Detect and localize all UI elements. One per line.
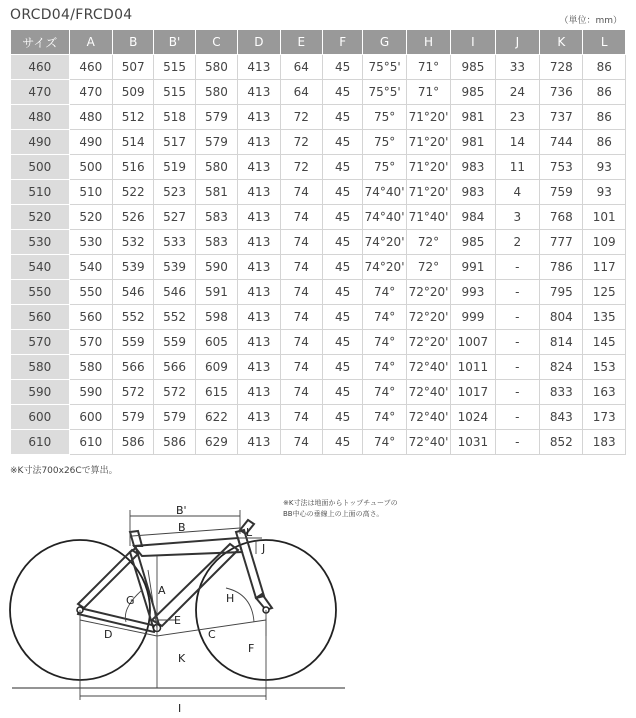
diagram-note-line-2: BB中心の垂線上の上面の高さ。 xyxy=(283,510,384,518)
table-cell: 45 xyxy=(322,55,362,80)
table-cell: 45 xyxy=(322,305,362,330)
dim-b xyxy=(132,528,240,536)
header-j: J xyxy=(495,30,539,55)
table-cell: 153 xyxy=(583,355,626,380)
table-cell: 24 xyxy=(495,80,539,105)
table-cell: 74 xyxy=(280,205,322,230)
table-cell: 530 xyxy=(69,230,112,255)
table-cell: 74 xyxy=(280,330,322,355)
size-cell: 580 xyxy=(11,355,70,380)
table-cell: 74 xyxy=(280,230,322,255)
table-cell: 622 xyxy=(195,405,237,430)
table-cell: 45 xyxy=(322,280,362,305)
label-b-prime: B' xyxy=(176,504,187,517)
table-cell: - xyxy=(495,430,539,455)
table-cell: 23 xyxy=(495,105,539,130)
table-cell: 517 xyxy=(154,130,195,155)
table-cell: 74 xyxy=(280,430,322,455)
table-cell: - xyxy=(495,280,539,305)
label-g: G xyxy=(126,594,135,607)
table-cell: 45 xyxy=(322,405,362,430)
table-cell: 579 xyxy=(195,105,237,130)
table-cell: 45 xyxy=(322,180,362,205)
table-cell: 1024 xyxy=(451,405,495,430)
table-cell: 14 xyxy=(495,130,539,155)
table-cell: 72°40' xyxy=(406,355,450,380)
table-cell: 579 xyxy=(154,405,195,430)
table-cell: 72 xyxy=(280,155,322,180)
size-cell: 540 xyxy=(11,255,70,280)
table-cell: 93 xyxy=(583,155,626,180)
size-cell: 520 xyxy=(11,205,70,230)
table-cell: 580 xyxy=(69,355,112,380)
header-size: サイズ xyxy=(11,30,70,55)
table-cell: 74°20' xyxy=(363,230,406,255)
table-cell: 583 xyxy=(195,230,237,255)
table-cell: 532 xyxy=(112,230,153,255)
dim-d xyxy=(80,620,157,636)
table-cell: 75° xyxy=(363,130,406,155)
table-cell: 72°40' xyxy=(406,380,450,405)
table-cell: 981 xyxy=(451,130,495,155)
size-cell: 490 xyxy=(11,130,70,155)
table-cell: 579 xyxy=(195,130,237,155)
table-cell: 413 xyxy=(238,155,280,180)
table-cell: 580 xyxy=(195,80,237,105)
table-cell: 514 xyxy=(112,130,153,155)
table-cell: 546 xyxy=(112,280,153,305)
table-cell: 559 xyxy=(154,330,195,355)
size-cell: 460 xyxy=(11,55,70,80)
table-cell: 413 xyxy=(238,430,280,455)
table-cell: 33 xyxy=(495,55,539,80)
table-cell: 413 xyxy=(238,255,280,280)
table-cell: 135 xyxy=(583,305,626,330)
table-cell: 728 xyxy=(540,55,583,80)
table-cell: 4 xyxy=(495,180,539,205)
table-cell: 74 xyxy=(280,280,322,305)
table-cell: 74°40' xyxy=(363,180,406,205)
table-cell: 605 xyxy=(195,330,237,355)
header-e: E xyxy=(280,30,322,55)
table-cell: 72 xyxy=(280,130,322,155)
table-row xyxy=(11,205,626,230)
table-cell: 74 xyxy=(280,255,322,280)
header-d: D xyxy=(238,30,280,55)
table-cell: 173 xyxy=(583,405,626,430)
table-cell: 540 xyxy=(69,255,112,280)
table-cell: 523 xyxy=(154,180,195,205)
table-cell: 753 xyxy=(540,155,583,180)
table-cell: 71°20' xyxy=(406,180,450,205)
diagram-note-line-1: ※K寸法は地面からトップチューブの xyxy=(283,499,398,507)
table-cell: 580 xyxy=(195,55,237,80)
table-cell: 824 xyxy=(540,355,583,380)
table-cell: 45 xyxy=(322,255,362,280)
header-l: L xyxy=(583,30,626,55)
table-cell: 736 xyxy=(540,80,583,105)
size-cell: 480 xyxy=(11,105,70,130)
table-row xyxy=(11,55,626,80)
table-cell: 86 xyxy=(583,80,626,105)
table-cell: 512 xyxy=(112,105,153,130)
table-cell: 72 xyxy=(280,105,322,130)
table-cell: 72°20' xyxy=(406,330,450,355)
table-row xyxy=(11,130,626,155)
header-b-prime: B' xyxy=(154,30,195,55)
table-cell: - xyxy=(495,305,539,330)
header-a: A xyxy=(69,30,112,55)
label-f: F xyxy=(248,642,255,655)
table-cell: 1031 xyxy=(451,430,495,455)
table-cell: - xyxy=(495,255,539,280)
table-cell: 45 xyxy=(322,230,362,255)
table-cell: 413 xyxy=(238,80,280,105)
table-cell: 559 xyxy=(112,330,153,355)
table-cell: 598 xyxy=(195,305,237,330)
table-cell: 515 xyxy=(154,55,195,80)
table-cell: 516 xyxy=(112,155,153,180)
table-cell: 413 xyxy=(238,105,280,130)
table-cell: 586 xyxy=(154,430,195,455)
size-cell: 600 xyxy=(11,405,70,430)
table-cell: 590 xyxy=(195,255,237,280)
table-cell: 75°5' xyxy=(363,80,406,105)
table-cell: 500 xyxy=(69,155,112,180)
table-cell: 590 xyxy=(69,380,112,405)
size-cell: 570 xyxy=(11,330,70,355)
table-cell: 75° xyxy=(363,155,406,180)
table-cell: 539 xyxy=(154,255,195,280)
diagram-note xyxy=(283,498,398,520)
chain-stay xyxy=(78,608,156,632)
table-cell: 580 xyxy=(195,155,237,180)
label-a: A xyxy=(158,584,166,597)
header-k: K xyxy=(540,30,583,55)
unit-label: （単位：mm） xyxy=(559,16,622,26)
table-cell: 786 xyxy=(540,255,583,280)
table-cell: 509 xyxy=(112,80,153,105)
table-cell: 985 xyxy=(451,55,495,80)
table-row xyxy=(11,255,626,280)
table-cell: 480 xyxy=(69,105,112,130)
table-cell: 572 xyxy=(112,380,153,405)
table-cell: 74° xyxy=(363,280,406,305)
label-e: E xyxy=(174,614,181,627)
table-cell: 45 xyxy=(322,130,362,155)
table-cell: 413 xyxy=(238,230,280,255)
table-cell: 74°40' xyxy=(363,205,406,230)
table-cell: 527 xyxy=(154,205,195,230)
table-cell: 560 xyxy=(69,305,112,330)
table-cell: 413 xyxy=(238,280,280,305)
table-cell: 510 xyxy=(69,180,112,205)
table-cell: 552 xyxy=(112,305,153,330)
label-d: D xyxy=(104,628,113,641)
table-cell: 45 xyxy=(322,380,362,405)
table-cell: 74° xyxy=(363,330,406,355)
table-cell: 74 xyxy=(280,355,322,380)
table-cell: 518 xyxy=(154,105,195,130)
table-cell: 74° xyxy=(363,430,406,455)
geometry-table xyxy=(10,29,626,455)
header-i: I xyxy=(451,30,495,55)
table-cell: 45 xyxy=(322,205,362,230)
table-row xyxy=(11,405,626,430)
table-cell: 413 xyxy=(238,180,280,205)
table-cell: 74° xyxy=(363,380,406,405)
table-cell: - xyxy=(495,380,539,405)
table-row xyxy=(11,180,626,205)
table-cell: 74 xyxy=(280,405,322,430)
table-cell: - xyxy=(495,405,539,430)
table-cell: 71°20' xyxy=(406,105,450,130)
table-cell: 522 xyxy=(112,180,153,205)
table-cell: 983 xyxy=(451,180,495,205)
label-i: I xyxy=(178,702,182,715)
table-cell: 413 xyxy=(238,330,280,355)
table-cell: 74°20' xyxy=(363,255,406,280)
table-row xyxy=(11,280,626,305)
table-cell: 520 xyxy=(69,205,112,230)
table-cell: 72°40' xyxy=(406,430,450,455)
table-cell: 777 xyxy=(540,230,583,255)
table-cell: 507 xyxy=(112,55,153,80)
table-cell: 552 xyxy=(154,305,195,330)
header-f: F xyxy=(322,30,362,55)
table-cell: 163 xyxy=(583,380,626,405)
table-cell: 74° xyxy=(363,355,406,380)
table-cell: 526 xyxy=(112,205,153,230)
table-cell: 72°40' xyxy=(406,405,450,430)
label-j: J xyxy=(262,542,266,555)
table-cell: 515 xyxy=(154,80,195,105)
table-cell: 413 xyxy=(238,355,280,380)
table-cell: 71°40' xyxy=(406,205,450,230)
k-footnote: ※K寸法700x26Cで算出。 xyxy=(10,466,118,476)
header-h: H xyxy=(406,30,450,55)
table-cell: 183 xyxy=(583,430,626,455)
table-cell: 93 xyxy=(583,180,626,205)
table-cell: 45 xyxy=(322,355,362,380)
table-cell: 45 xyxy=(322,105,362,130)
bike-geometry-diagram xyxy=(0,490,636,718)
table-cell: 71° xyxy=(406,80,450,105)
size-cell: 500 xyxy=(11,155,70,180)
table-cell: 991 xyxy=(451,255,495,280)
label-l: L xyxy=(246,526,253,539)
table-cell: 737 xyxy=(540,105,583,130)
header-b: B xyxy=(112,30,153,55)
table-cell: 72°20' xyxy=(406,305,450,330)
table-cell: 579 xyxy=(112,405,153,430)
table-cell: 460 xyxy=(69,55,112,80)
table-cell: 75° xyxy=(363,105,406,130)
table-cell: 74 xyxy=(280,305,322,330)
table-cell: 999 xyxy=(451,305,495,330)
table-cell: 72° xyxy=(406,255,450,280)
table-cell: 629 xyxy=(195,430,237,455)
table-cell: 609 xyxy=(195,355,237,380)
table-cell: 985 xyxy=(451,230,495,255)
table-cell: 570 xyxy=(69,330,112,355)
header-c: C xyxy=(195,30,237,55)
table-row xyxy=(11,155,626,180)
table-cell: 75°5' xyxy=(363,55,406,80)
table-cell: 768 xyxy=(540,205,583,230)
table-cell: 413 xyxy=(238,55,280,80)
label-b: B xyxy=(178,521,186,534)
table-cell: 519 xyxy=(154,155,195,180)
label-c: C xyxy=(208,628,216,641)
page-title: ORCD04/FRCD04 xyxy=(10,7,133,23)
table-cell: 843 xyxy=(540,405,583,430)
label-k: K xyxy=(178,652,186,665)
table-cell: - xyxy=(495,330,539,355)
table-cell: 615 xyxy=(195,380,237,405)
table-cell: 45 xyxy=(322,330,362,355)
size-cell: 470 xyxy=(11,80,70,105)
table-cell: 833 xyxy=(540,380,583,405)
table-cell: 981 xyxy=(451,105,495,130)
table-row xyxy=(11,230,626,255)
table-cell: 533 xyxy=(154,230,195,255)
table-cell: 86 xyxy=(583,105,626,130)
table-cell: 566 xyxy=(154,355,195,380)
table-cell: 586 xyxy=(112,430,153,455)
size-cell: 610 xyxy=(11,430,70,455)
table-cell: 572 xyxy=(154,380,195,405)
table-cell: 795 xyxy=(540,280,583,305)
table-cell: 759 xyxy=(540,180,583,205)
table-cell: - xyxy=(495,355,539,380)
table-cell: 3 xyxy=(495,205,539,230)
table-cell: 145 xyxy=(583,330,626,355)
table-cell: 71°20' xyxy=(406,155,450,180)
table-cell: 64 xyxy=(280,80,322,105)
table-cell: 1011 xyxy=(451,355,495,380)
table-cell: 109 xyxy=(583,230,626,255)
table-cell: 45 xyxy=(322,80,362,105)
table-cell: 125 xyxy=(583,280,626,305)
table-cell: 1017 xyxy=(451,380,495,405)
table-cell: 591 xyxy=(195,280,237,305)
header-g: G xyxy=(363,30,406,55)
table-cell: 583 xyxy=(195,205,237,230)
table-cell: 74° xyxy=(363,405,406,430)
table-cell: 490 xyxy=(69,130,112,155)
table-cell: 546 xyxy=(154,280,195,305)
size-cell: 550 xyxy=(11,280,70,305)
table-cell: 86 xyxy=(583,130,626,155)
table-cell: 74° xyxy=(363,305,406,330)
table-row xyxy=(11,105,626,130)
size-cell: 590 xyxy=(11,380,70,405)
table-cell: 470 xyxy=(69,80,112,105)
table-cell: 581 xyxy=(195,180,237,205)
table-cell: 45 xyxy=(322,155,362,180)
table-cell: 1007 xyxy=(451,330,495,355)
table-cell: 610 xyxy=(69,430,112,455)
table-cell: 2 xyxy=(495,230,539,255)
table-cell: 413 xyxy=(238,130,280,155)
table-header-row xyxy=(11,30,626,55)
seat-post xyxy=(130,531,142,546)
table-cell: 413 xyxy=(238,405,280,430)
table-row xyxy=(11,80,626,105)
table-cell: 72° xyxy=(406,230,450,255)
table-cell: 550 xyxy=(69,280,112,305)
table-cell: 71° xyxy=(406,55,450,80)
table-cell: 804 xyxy=(540,305,583,330)
table-cell: 11 xyxy=(495,155,539,180)
table-cell: 413 xyxy=(238,380,280,405)
table-cell: 983 xyxy=(451,155,495,180)
table-cell: 984 xyxy=(451,205,495,230)
table-body xyxy=(11,55,626,455)
table-cell: 852 xyxy=(540,430,583,455)
table-cell: 64 xyxy=(280,55,322,80)
table-cell: 566 xyxy=(112,355,153,380)
size-cell: 560 xyxy=(11,305,70,330)
table-row xyxy=(11,305,626,330)
table-cell: 74 xyxy=(280,180,322,205)
table-cell: 71°20' xyxy=(406,130,450,155)
table-cell: 45 xyxy=(322,430,362,455)
table-cell: 86 xyxy=(583,55,626,80)
size-cell: 530 xyxy=(11,230,70,255)
table-cell: 117 xyxy=(583,255,626,280)
table-cell: 744 xyxy=(540,130,583,155)
table-cell: 72°20' xyxy=(406,280,450,305)
table-cell: 413 xyxy=(238,305,280,330)
table-cell: 539 xyxy=(112,255,153,280)
table-cell: 993 xyxy=(451,280,495,305)
table-row xyxy=(11,380,626,405)
table-row xyxy=(11,430,626,455)
table-cell: 101 xyxy=(583,205,626,230)
table-cell: 74 xyxy=(280,380,322,405)
table-row xyxy=(11,330,626,355)
table-cell: 413 xyxy=(238,205,280,230)
table-cell: 600 xyxy=(69,405,112,430)
table-cell: 985 xyxy=(451,80,495,105)
table-row xyxy=(11,355,626,380)
size-cell: 510 xyxy=(11,180,70,205)
table-cell: 814 xyxy=(540,330,583,355)
label-h: H xyxy=(226,592,235,605)
